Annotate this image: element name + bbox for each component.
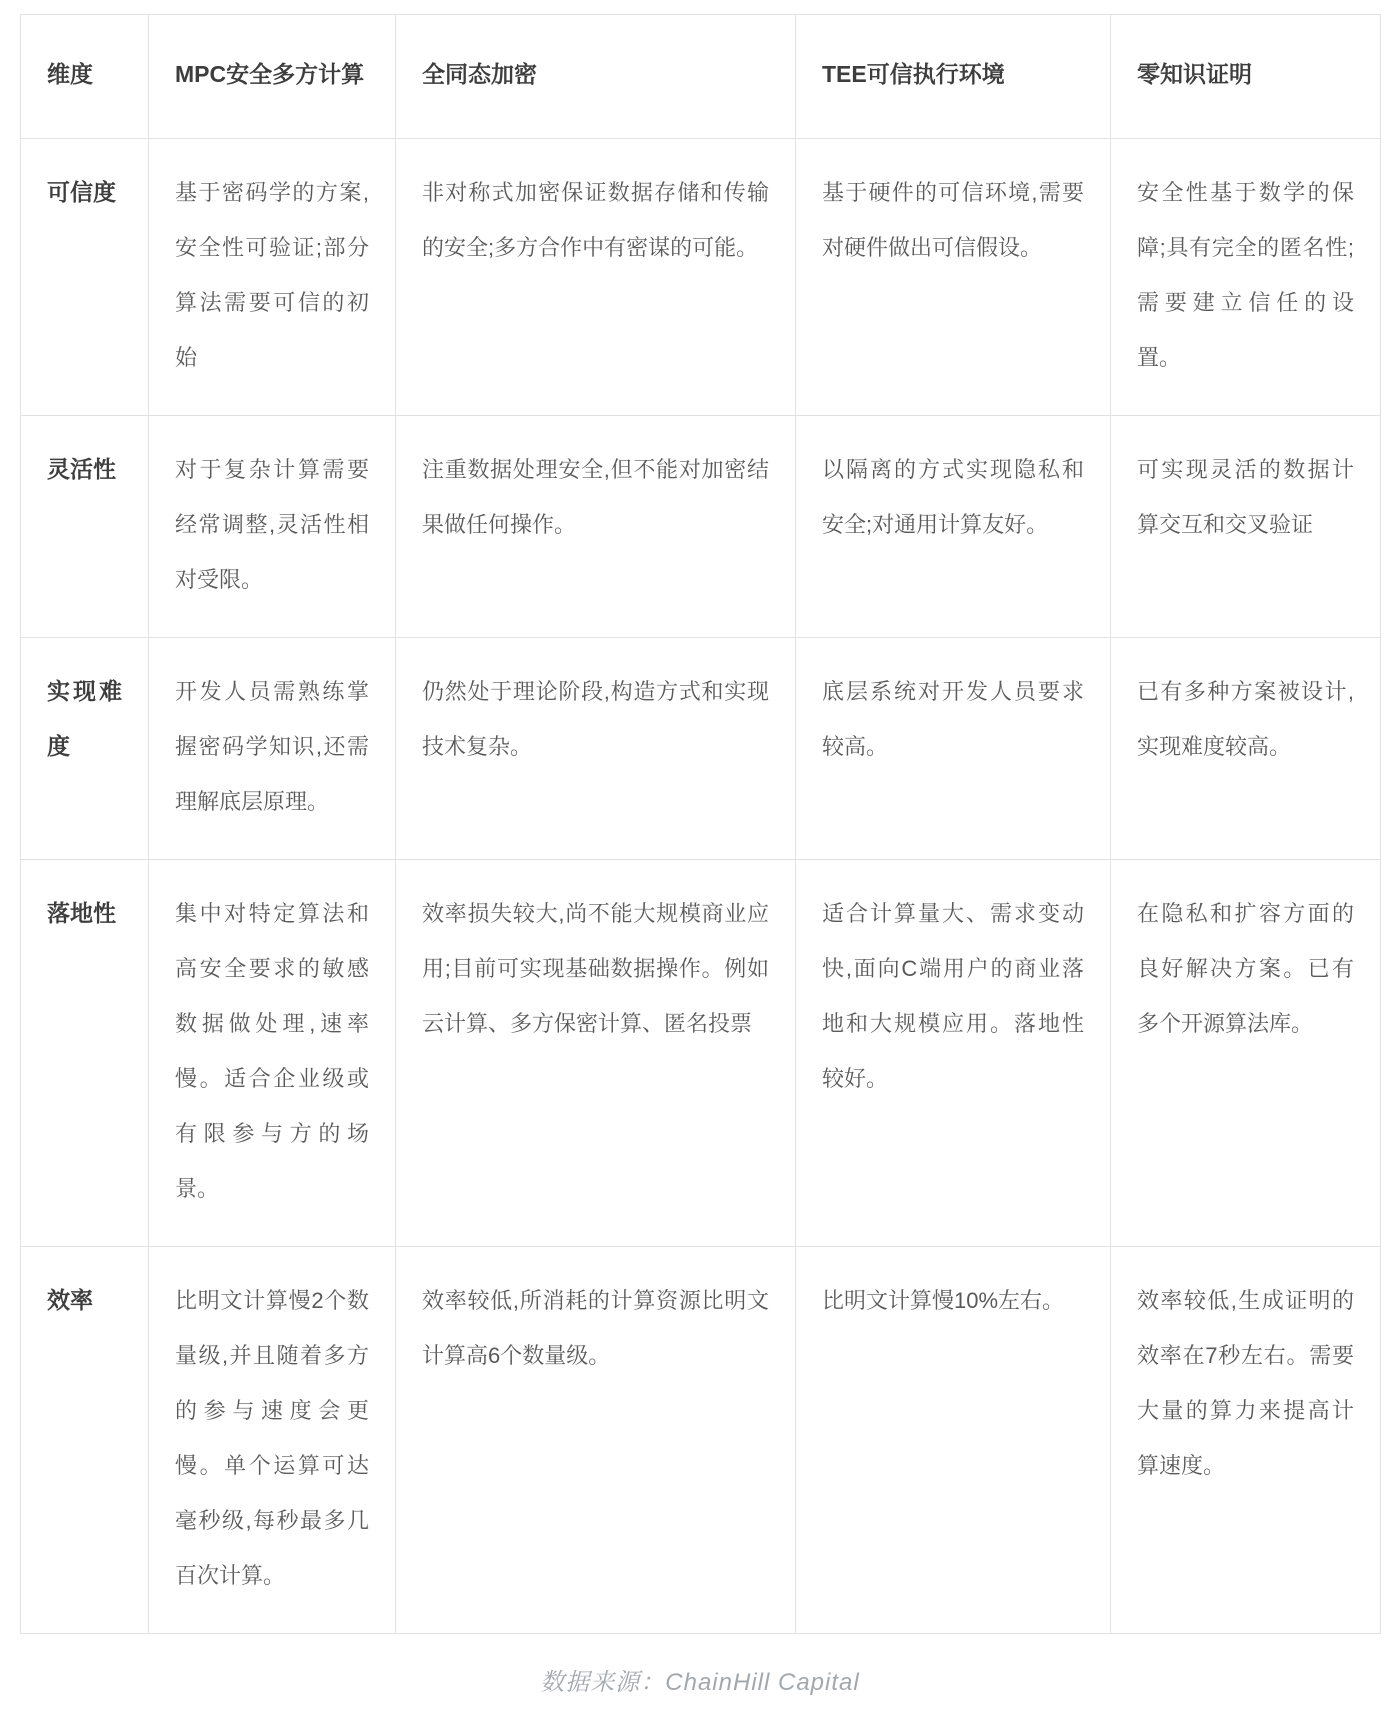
row-label-flexibility: 灵活性 — [21, 416, 149, 638]
table-body — [21, 139, 1381, 1634]
cell-practicality-fhe: 效率损失较大,尚不能大规模商业应用;目前可实现基础数据操作。例如云计算、多方保密计算、匿名投票 — [396, 860, 796, 1247]
table-row-flexibility — [21, 416, 1381, 638]
header-row — [21, 15, 1381, 139]
cell-efficiency-tee: 比明文计算慢10%左右。 — [796, 1247, 1111, 1634]
cell-flexibility-tee: 以隔离的方式实现隐私和安全;对通用计算友好。 — [796, 416, 1111, 638]
data-source-caption: 数据来源：ChainHill Capital — [540, 1669, 860, 1696]
cell-flexibility-mpc: 对于复杂计算需要经常调整,灵活性相对受限。 — [149, 416, 396, 638]
cell-difficulty-mpc: 开发人员需熟练掌握密码学知识,还需理解底层原理。 — [149, 638, 396, 860]
column-header-zkp: 零知识证明 — [1111, 15, 1381, 139]
cell-credibility-fhe: 非对称式加密保证数据存储和传输的安全;多方合作中有密谋的可能。 — [396, 139, 796, 416]
cell-efficiency-fhe: 效率较低,所消耗的计算资源比明文计算高6个数量级。 — [396, 1247, 796, 1634]
column-header-tee: TEE可信执行环境 — [796, 15, 1111, 139]
column-header-dimension: 维度 — [21, 15, 149, 139]
cell-flexibility-fhe: 注重数据处理安全,但不能对加密结果做任何操作。 — [396, 416, 796, 638]
table-row-implementation-difficulty — [21, 638, 1381, 860]
column-header-fhe: 全同态加密 — [396, 15, 796, 139]
row-label-implementation-difficulty: 实现难度 — [21, 638, 149, 860]
cell-practicality-zkp: 在隐私和扩容方面的良好解决方案。已有多个开源算法库。 — [1111, 860, 1381, 1247]
cell-flexibility-zkp: 可实现灵活的数据计算交互和交叉验证 — [1111, 416, 1381, 638]
table-row-practicality — [21, 860, 1381, 1247]
cell-credibility-tee: 基于硬件的可信环境,需要对硬件做出可信假设。 — [796, 139, 1111, 416]
cell-credibility-zkp: 安全性基于数学的保障;具有完全的匿名性;需要建立信任的设置。 — [1111, 139, 1381, 416]
cell-difficulty-tee: 底层系统对开发人员要求较高。 — [796, 638, 1111, 860]
row-label-practicality: 落地性 — [21, 860, 149, 1247]
table-row-credibility — [21, 139, 1381, 416]
column-header-mpc: MPC安全多方计算 — [149, 15, 396, 139]
row-label-credibility: 可信度 — [21, 139, 149, 416]
cell-practicality-mpc: 集中对特定算法和高安全要求的敏感数据做处理,速率慢。适合企业级或有限参与方的场景。 — [149, 860, 396, 1247]
table-header — [21, 15, 1381, 139]
table-row-efficiency — [21, 1247, 1381, 1634]
cell-efficiency-mpc: 比明文计算慢2个数量级,并且随着多方的参与速度会更慢。单个运算可达毫秒级,每秒最多几百次计算。 — [149, 1247, 396, 1634]
cell-credibility-mpc: 基于密码学的方案,安全性可验证;部分算法需要可信的初始 — [149, 139, 396, 416]
comparison-table — [20, 14, 1381, 1634]
cell-difficulty-zkp: 已有多种方案被设计,实现难度较高。 — [1111, 638, 1381, 860]
row-label-efficiency: 效率 — [21, 1247, 149, 1634]
cell-practicality-tee: 适合计算量大、需求变动快,面向C端用户的商业落地和大规模应用。落地性较好。 — [796, 860, 1111, 1247]
cell-efficiency-zkp: 效率较低,生成证明的效率在7秒左右。需要大量的算力来提高计算速度。 — [1111, 1247, 1381, 1634]
cell-difficulty-fhe: 仍然处于理论阶段,构造方式和实现技术复杂。 — [396, 638, 796, 860]
